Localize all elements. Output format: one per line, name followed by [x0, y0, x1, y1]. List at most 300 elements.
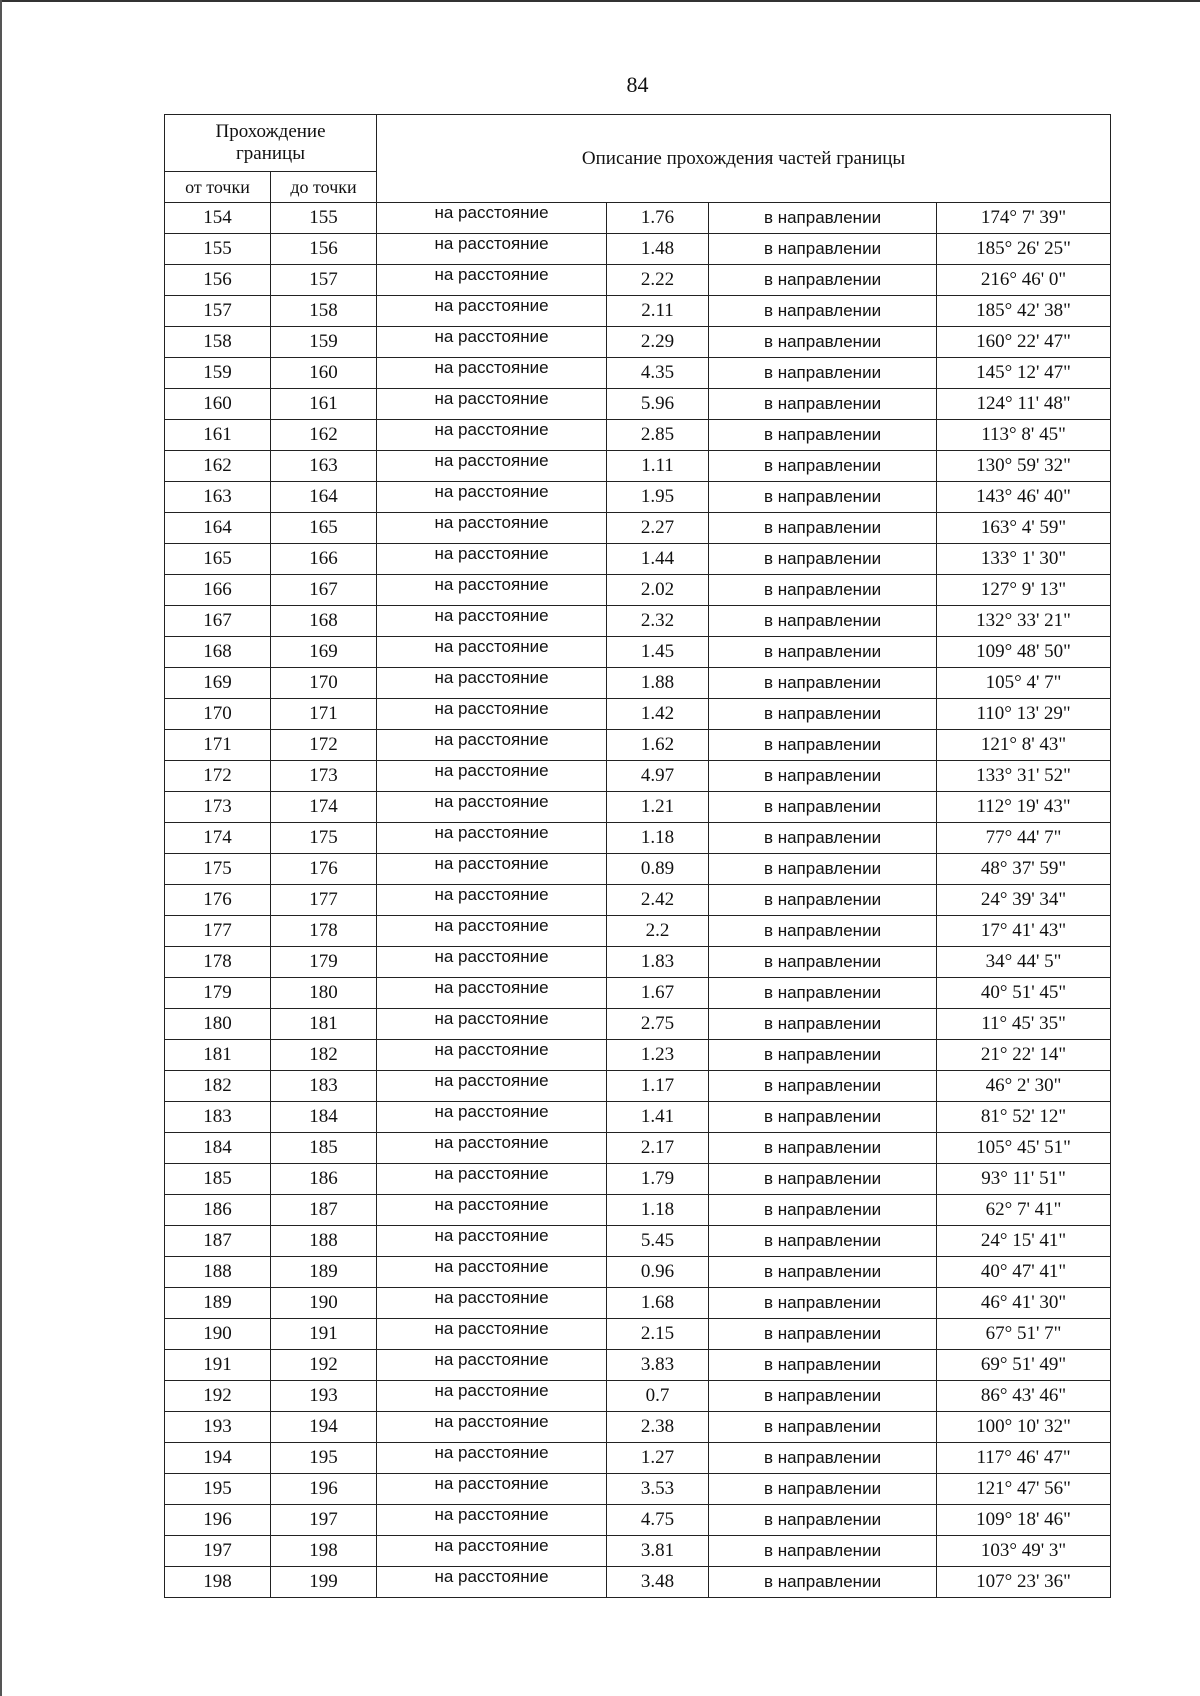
table-row [165, 1133, 1111, 1164]
cell-distance-label: на расстояние [377, 265, 607, 296]
cell-to-point: 179 [271, 947, 377, 978]
cell-direction-label: в направлении [709, 1071, 937, 1102]
cell-distance-label: на расстояние [377, 699, 607, 730]
cell-direction-label: в направлении [709, 792, 937, 823]
cell-distance-label: на расстояние [377, 420, 607, 451]
cell-from-point: 181 [165, 1040, 271, 1071]
cell-distance-label: на расстояние [377, 947, 607, 978]
cell-direction-label: в направлении [709, 885, 937, 916]
cell-to-point: 197 [271, 1505, 377, 1536]
cell-distance-value: 4.97 [607, 761, 709, 792]
cell-from-point: 176 [165, 885, 271, 916]
cell-direction-angle: 109° 18' 46" [937, 1505, 1111, 1536]
cell-direction-angle: 216° 46' 0" [937, 265, 1111, 296]
cell-from-point: 158 [165, 327, 271, 358]
cell-direction-angle: 86° 43' 46" [937, 1381, 1111, 1412]
cell-distance-label: на расстояние [377, 1381, 607, 1412]
table-row [165, 1195, 1111, 1226]
cell-direction-angle: 143° 46' 40" [937, 482, 1111, 513]
cell-direction-label: в направлении [709, 1474, 937, 1505]
cell-from-point: 170 [165, 699, 271, 730]
cell-distance-label: на расстояние [377, 761, 607, 792]
cell-from-point: 164 [165, 513, 271, 544]
cell-distance-value: 3.81 [607, 1536, 709, 1567]
cell-distance-label: на расстояние [377, 1443, 607, 1474]
cell-distance-value: 2.17 [607, 1133, 709, 1164]
cell-distance-label: на расстояние [377, 544, 607, 575]
cell-to-point: 174 [271, 792, 377, 823]
table-row [165, 1009, 1111, 1040]
cell-distance-label: на расстояние [377, 606, 607, 637]
cell-to-point: 166 [271, 544, 377, 575]
cell-direction-label: в направлении [709, 1567, 937, 1598]
cell-distance-value: 3.53 [607, 1474, 709, 1505]
cell-to-point: 198 [271, 1536, 377, 1567]
cell-from-point: 177 [165, 916, 271, 947]
header-to-point: до точки [271, 172, 377, 203]
cell-from-point: 175 [165, 854, 271, 885]
cell-distance-value: 1.41 [607, 1102, 709, 1133]
cell-distance-value: 3.83 [607, 1350, 709, 1381]
cell-direction-angle: 121° 8' 43" [937, 730, 1111, 761]
cell-direction-label: в направлении [709, 203, 937, 234]
cell-direction-label: в направлении [709, 234, 937, 265]
cell-distance-label: на расстояние [377, 234, 607, 265]
table-row [165, 637, 1111, 668]
cell-distance-label: на расстояние [377, 823, 607, 854]
cell-from-point: 174 [165, 823, 271, 854]
table-row [165, 1071, 1111, 1102]
cell-distance-value: 2.42 [607, 885, 709, 916]
cell-direction-label: в направлении [709, 1319, 937, 1350]
cell-to-point: 164 [271, 482, 377, 513]
cell-to-point: 157 [271, 265, 377, 296]
cell-to-point: 193 [271, 1381, 377, 1412]
cell-direction-label: в направлении [709, 1040, 937, 1071]
cell-distance-label: на расстояние [377, 1257, 607, 1288]
cell-direction-label: в направлении [709, 854, 937, 885]
cell-from-point: 187 [165, 1226, 271, 1257]
cell-distance-value: 1.76 [607, 203, 709, 234]
scan-edge-left [0, 0, 2, 1696]
table-row [165, 234, 1111, 265]
cell-direction-angle: 160° 22' 47" [937, 327, 1111, 358]
cell-direction-label: в направлении [709, 761, 937, 792]
table-row [165, 668, 1111, 699]
cell-direction-label: в направлении [709, 823, 937, 854]
table-row [165, 1474, 1111, 1505]
cell-distance-label: на расстояние [377, 1040, 607, 1071]
table-row [165, 358, 1111, 389]
cell-distance-value: 0.7 [607, 1381, 709, 1412]
cell-to-point: 167 [271, 575, 377, 606]
cell-direction-label: в направлении [709, 1257, 937, 1288]
cell-from-point: 157 [165, 296, 271, 327]
cell-direction-label: в направлении [709, 1164, 937, 1195]
cell-distance-value: 2.15 [607, 1319, 709, 1350]
table-row [165, 420, 1111, 451]
cell-to-point: 178 [271, 916, 377, 947]
cell-to-point: 184 [271, 1102, 377, 1133]
cell-distance-label: на расстояние [377, 1195, 607, 1226]
cell-direction-angle: 112° 19' 43" [937, 792, 1111, 823]
cell-direction-angle: 185° 26' 25" [937, 234, 1111, 265]
cell-direction-angle: 77° 44' 7" [937, 823, 1111, 854]
table-row [165, 854, 1111, 885]
cell-to-point: 180 [271, 978, 377, 1009]
cell-distance-label: на расстояние [377, 575, 607, 606]
cell-from-point: 188 [165, 1257, 271, 1288]
cell-direction-label: в направлении [709, 544, 937, 575]
cell-direction-label: в направлении [709, 606, 937, 637]
table-row [165, 730, 1111, 761]
cell-distance-label: на расстояние [377, 1102, 607, 1133]
header-boundary-passage: Прохождение границы [165, 115, 377, 172]
cell-direction-angle: 133° 31' 52" [937, 761, 1111, 792]
cell-distance-value: 2.75 [607, 1009, 709, 1040]
cell-to-point: 170 [271, 668, 377, 699]
cell-to-point: 176 [271, 854, 377, 885]
cell-from-point: 189 [165, 1288, 271, 1319]
table-row [165, 1381, 1111, 1412]
cell-direction-label: в направлении [709, 978, 937, 1009]
cell-distance-value: 1.79 [607, 1164, 709, 1195]
cell-distance-label: на расстояние [377, 792, 607, 823]
cell-distance-value: 1.68 [607, 1288, 709, 1319]
cell-distance-value: 2.11 [607, 296, 709, 327]
cell-distance-label: на расстояние [377, 327, 607, 358]
cell-distance-label: на расстояние [377, 637, 607, 668]
table-row [165, 1040, 1111, 1071]
cell-from-point: 167 [165, 606, 271, 637]
cell-distance-label: на расстояние [377, 978, 607, 1009]
cell-from-point: 155 [165, 234, 271, 265]
cell-distance-label: на расстояние [377, 668, 607, 699]
cell-distance-value: 0.96 [607, 1257, 709, 1288]
cell-direction-label: в направлении [709, 1009, 937, 1040]
cell-from-point: 198 [165, 1567, 271, 1598]
table-row [165, 1505, 1111, 1536]
cell-direction-label: в направлении [709, 947, 937, 978]
cell-distance-label: на расстояние [377, 482, 607, 513]
cell-direction-label: в направлении [709, 699, 937, 730]
cell-from-point: 180 [165, 1009, 271, 1040]
cell-distance-value: 1.88 [607, 668, 709, 699]
cell-to-point: 196 [271, 1474, 377, 1505]
table-row [165, 575, 1111, 606]
table-row [165, 389, 1111, 420]
cell-distance-value: 4.35 [607, 358, 709, 389]
cell-direction-angle: 100° 10' 32" [937, 1412, 1111, 1443]
cell-to-point: 168 [271, 606, 377, 637]
cell-direction-label: в направлении [709, 327, 937, 358]
cell-from-point: 171 [165, 730, 271, 761]
cell-distance-value: 5.96 [607, 389, 709, 420]
cell-to-point: 172 [271, 730, 377, 761]
table-body [165, 203, 1111, 1598]
cell-distance-value: 2.29 [607, 327, 709, 358]
cell-from-point: 179 [165, 978, 271, 1009]
cell-from-point: 192 [165, 1381, 271, 1412]
cell-direction-angle: 105° 45' 51" [937, 1133, 1111, 1164]
cell-direction-label: в направлении [709, 265, 937, 296]
cell-distance-value: 1.11 [607, 451, 709, 482]
table-row [165, 699, 1111, 730]
cell-direction-angle: 93° 11' 51" [937, 1164, 1111, 1195]
cell-from-point: 160 [165, 389, 271, 420]
table-row [165, 1412, 1111, 1443]
page-number: 84 [626, 72, 649, 97]
cell-to-point: 163 [271, 451, 377, 482]
cell-direction-angle: 127° 9' 13" [937, 575, 1111, 606]
table-row [165, 792, 1111, 823]
cell-direction-label: в направлении [709, 1412, 937, 1443]
cell-distance-label: на расстояние [377, 451, 607, 482]
cell-to-point: 186 [271, 1164, 377, 1195]
cell-distance-label: на расстояние [377, 1319, 607, 1350]
cell-to-point: 181 [271, 1009, 377, 1040]
cell-to-point: 185 [271, 1133, 377, 1164]
cell-from-point: 186 [165, 1195, 271, 1226]
cell-direction-angle: 69° 51' 49" [937, 1350, 1111, 1381]
cell-direction-label: в направлении [709, 1288, 937, 1319]
cell-direction-angle: 109° 48' 50" [937, 637, 1111, 668]
table-row [165, 978, 1111, 1009]
cell-direction-angle: 124° 11' 48" [937, 389, 1111, 420]
cell-direction-angle: 67° 51' 7" [937, 1319, 1111, 1350]
cell-direction-angle: 40° 51' 45" [937, 978, 1111, 1009]
cell-to-point: 199 [271, 1567, 377, 1598]
cell-direction-angle: 48° 37' 59" [937, 854, 1111, 885]
cell-distance-label: на расстояние [377, 1567, 607, 1598]
cell-distance-value: 1.18 [607, 823, 709, 854]
cell-direction-label: в направлении [709, 1381, 937, 1412]
cell-direction-angle: 185° 42' 38" [937, 296, 1111, 327]
cell-distance-label: на расстояние [377, 1474, 607, 1505]
table-row [165, 1164, 1111, 1195]
cell-from-point: 183 [165, 1102, 271, 1133]
cell-to-point: 173 [271, 761, 377, 792]
cell-to-point: 182 [271, 1040, 377, 1071]
cell-direction-label: в направлении [709, 1505, 937, 1536]
cell-direction-angle: 113° 8' 45" [937, 420, 1111, 451]
cell-distance-label: на расстояние [377, 885, 607, 916]
cell-direction-angle: 34° 44' 5" [937, 947, 1111, 978]
cell-distance-label: на расстояние [377, 513, 607, 544]
cell-distance-value: 3.48 [607, 1567, 709, 1598]
cell-direction-label: в направлении [709, 296, 937, 327]
cell-direction-label: в направлении [709, 730, 937, 761]
cell-distance-value: 2.02 [607, 575, 709, 606]
cell-direction-label: в направлении [709, 389, 937, 420]
cell-direction-label: в направлении [709, 1133, 937, 1164]
cell-distance-value: 4.75 [607, 1505, 709, 1536]
table-row [165, 1536, 1111, 1567]
cell-from-point: 182 [165, 1071, 271, 1102]
cell-direction-angle: 163° 4' 59" [937, 513, 1111, 544]
cell-to-point: 191 [271, 1319, 377, 1350]
cell-direction-label: в направлении [709, 637, 937, 668]
cell-direction-label: в направлении [709, 1350, 937, 1381]
table-row [165, 513, 1111, 544]
cell-direction-label: в направлении [709, 668, 937, 699]
cell-direction-angle: 117° 46' 47" [937, 1443, 1111, 1474]
cell-distance-label: на расстояние [377, 1412, 607, 1443]
cell-to-point: 188 [271, 1226, 377, 1257]
cell-from-point: 196 [165, 1505, 271, 1536]
table-row [165, 761, 1111, 792]
cell-to-point: 165 [271, 513, 377, 544]
cell-distance-value: 1.45 [607, 637, 709, 668]
cell-from-point: 161 [165, 420, 271, 451]
cell-from-point: 193 [165, 1412, 271, 1443]
cell-direction-angle: 132° 33' 21" [937, 606, 1111, 637]
table-row [165, 823, 1111, 854]
cell-to-point: 156 [271, 234, 377, 265]
cell-from-point: 178 [165, 947, 271, 978]
cell-from-point: 169 [165, 668, 271, 699]
cell-direction-label: в направлении [709, 575, 937, 606]
cell-direction-label: в направлении [709, 451, 937, 482]
cell-distance-value: 1.62 [607, 730, 709, 761]
table-row [165, 1257, 1111, 1288]
cell-direction-label: в направлении [709, 420, 937, 451]
cell-from-point: 194 [165, 1443, 271, 1474]
cell-distance-label: на расстояние [377, 203, 607, 234]
cell-distance-label: на расстояние [377, 358, 607, 389]
cell-distance-label: на расстояние [377, 1536, 607, 1567]
cell-direction-angle: 81° 52' 12" [937, 1102, 1111, 1133]
cell-distance-value: 1.23 [607, 1040, 709, 1071]
table-row [165, 947, 1111, 978]
cell-direction-angle: 11° 45' 35" [937, 1009, 1111, 1040]
cell-distance-value: 1.44 [607, 544, 709, 575]
cell-distance-value: 2.2 [607, 916, 709, 947]
cell-distance-label: на расстояние [377, 296, 607, 327]
cell-to-point: 171 [271, 699, 377, 730]
cell-direction-label: в направлении [709, 1195, 937, 1226]
cell-to-point: 177 [271, 885, 377, 916]
cell-to-point: 155 [271, 203, 377, 234]
cell-distance-value: 2.22 [607, 265, 709, 296]
cell-distance-label: на расстояние [377, 1505, 607, 1536]
cell-direction-angle: 133° 1' 30" [937, 544, 1111, 575]
table-row [165, 1567, 1111, 1598]
cell-direction-angle: 145° 12' 47" [937, 358, 1111, 389]
cell-direction-label: в направлении [709, 1102, 937, 1133]
cell-direction-angle: 121° 47' 56" [937, 1474, 1111, 1505]
cell-distance-label: на расстояние [377, 1071, 607, 1102]
cell-direction-label: в направлении [709, 513, 937, 544]
cell-distance-value: 1.48 [607, 234, 709, 265]
cell-to-point: 175 [271, 823, 377, 854]
cell-distance-value: 2.85 [607, 420, 709, 451]
table-row [165, 451, 1111, 482]
cell-direction-angle: 107° 23' 36" [937, 1567, 1111, 1598]
table-row [165, 327, 1111, 358]
cell-direction-angle: 17° 41' 43" [937, 916, 1111, 947]
cell-from-point: 173 [165, 792, 271, 823]
cell-distance-label: на расстояние [377, 1288, 607, 1319]
cell-direction-label: в направлении [709, 1226, 937, 1257]
table-row [165, 1226, 1111, 1257]
cell-to-point: 183 [271, 1071, 377, 1102]
cell-direction-angle: 174° 7' 39" [937, 203, 1111, 234]
cell-from-point: 163 [165, 482, 271, 513]
cell-direction-angle: 62° 7' 41" [937, 1195, 1111, 1226]
cell-distance-value: 1.95 [607, 482, 709, 513]
cell-from-point: 162 [165, 451, 271, 482]
cell-direction-label: в направлении [709, 482, 937, 513]
cell-from-point: 184 [165, 1133, 271, 1164]
table-row [165, 203, 1111, 234]
cell-from-point: 172 [165, 761, 271, 792]
cell-from-point: 191 [165, 1350, 271, 1381]
table-row [165, 1443, 1111, 1474]
cell-direction-label: в направлении [709, 916, 937, 947]
cell-from-point: 185 [165, 1164, 271, 1195]
cell-from-point: 159 [165, 358, 271, 389]
cell-direction-label: в направлении [709, 1536, 937, 1567]
table-row [165, 916, 1111, 947]
cell-distance-value: 1.27 [607, 1443, 709, 1474]
cell-from-point: 195 [165, 1474, 271, 1505]
cell-to-point: 162 [271, 420, 377, 451]
cell-to-point: 189 [271, 1257, 377, 1288]
boundary-table [164, 114, 1111, 1598]
cell-from-point: 154 [165, 203, 271, 234]
table-row [165, 265, 1111, 296]
cell-direction-angle: 130° 59' 32" [937, 451, 1111, 482]
cell-from-point: 168 [165, 637, 271, 668]
cell-distance-value: 1.17 [607, 1071, 709, 1102]
cell-direction-angle: 46° 41' 30" [937, 1288, 1111, 1319]
cell-distance-value: 0.89 [607, 854, 709, 885]
cell-from-point: 156 [165, 265, 271, 296]
table-row [165, 296, 1111, 327]
cell-distance-value: 1.18 [607, 1195, 709, 1226]
table-row [165, 482, 1111, 513]
cell-distance-label: на расстояние [377, 1133, 607, 1164]
cell-direction-angle: 110° 13' 29" [937, 699, 1111, 730]
cell-distance-value: 2.32 [607, 606, 709, 637]
cell-direction-angle: 40° 47' 41" [937, 1257, 1111, 1288]
cell-distance-label: на расстояние [377, 1164, 607, 1195]
cell-to-point: 190 [271, 1288, 377, 1319]
cell-distance-label: на расстояние [377, 854, 607, 885]
cell-to-point: 169 [271, 637, 377, 668]
cell-distance-label: на расстояние [377, 916, 607, 947]
cell-from-point: 166 [165, 575, 271, 606]
cell-to-point: 195 [271, 1443, 377, 1474]
cell-direction-label: в направлении [709, 1443, 937, 1474]
cell-distance-label: на расстояние [377, 1226, 607, 1257]
cell-direction-label: в направлении [709, 358, 937, 389]
cell-distance-value: 1.83 [607, 947, 709, 978]
cell-distance-value: 1.42 [607, 699, 709, 730]
cell-distance-label: на расстояние [377, 1009, 607, 1040]
cell-to-point: 161 [271, 389, 377, 420]
table-row [165, 1350, 1111, 1381]
cell-to-point: 187 [271, 1195, 377, 1226]
cell-to-point: 194 [271, 1412, 377, 1443]
header-description: Описание прохождения частей границы [377, 115, 1111, 203]
cell-to-point: 159 [271, 327, 377, 358]
cell-from-point: 165 [165, 544, 271, 575]
cell-distance-value: 2.38 [607, 1412, 709, 1443]
cell-direction-angle: 46° 2' 30" [937, 1071, 1111, 1102]
cell-direction-angle: 103° 49' 3" [937, 1536, 1111, 1567]
